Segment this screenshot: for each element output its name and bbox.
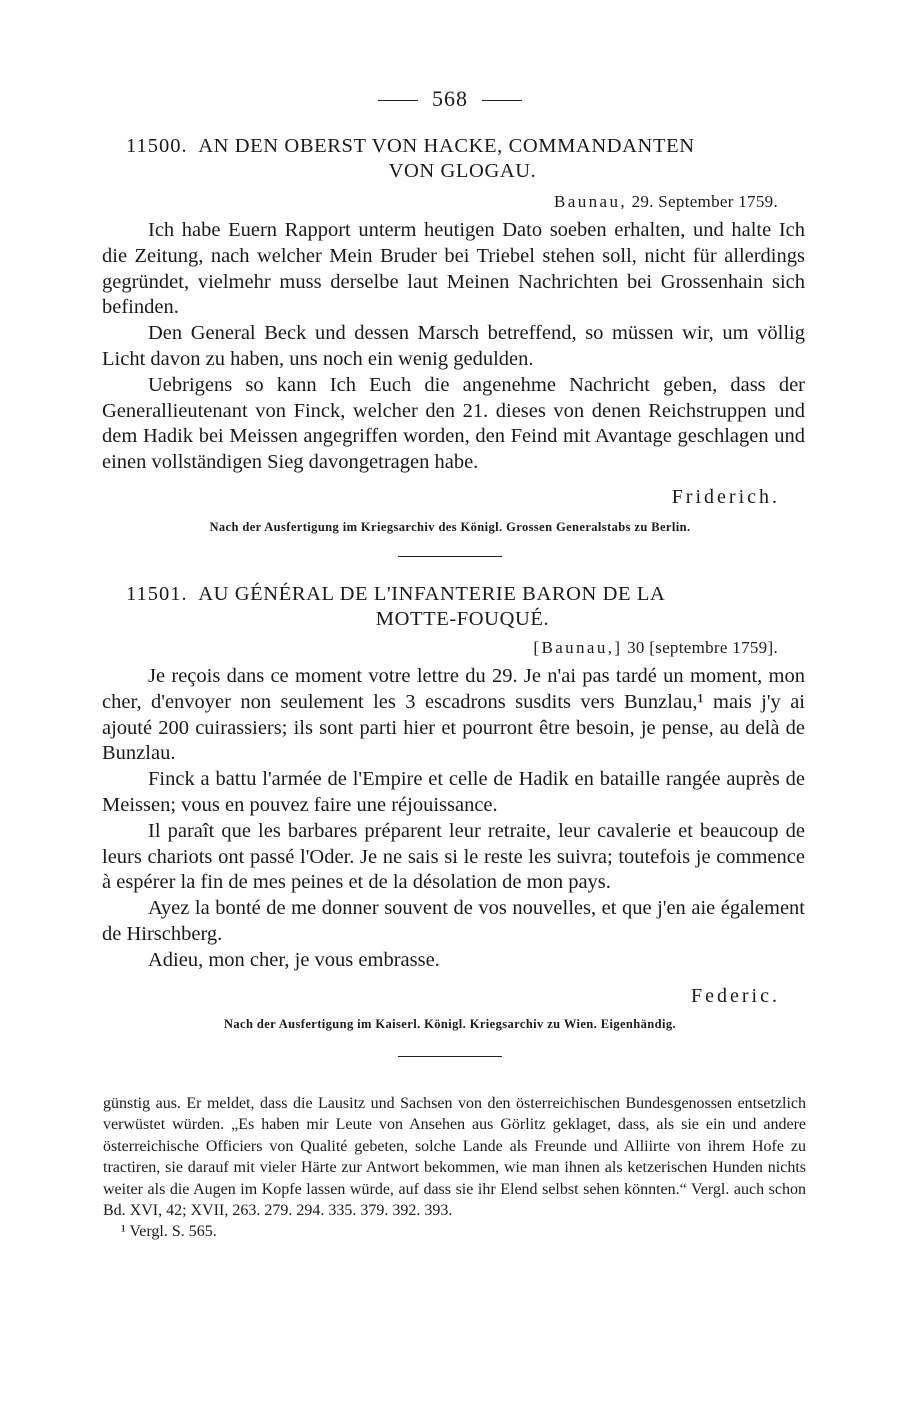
body-paragraph: Uebrigens so kann Ich Euch die angenehme Nachricht geben, dass der Generallieutenant von Finck, welcher den 21. dieses von denen Reichstruppen und dem Hadik bei Meissen angegriffen worden, den Feind mit Avantage geschlagen und einen vollständigen Sieg davongetragen habe.: [102, 373, 805, 474]
letter-number: 11501.: [126, 583, 188, 605]
letter-body-11500: [102, 218, 805, 476]
letter-heading-line1: AN DEN OBERST VON HACKE, COMMANDANTEN: [198, 135, 695, 157]
body-paragraph: Den General Beck und dessen Marsch betreffend, so müssen wir, um völlig Licht davon zu haben, uns noch ein wenig gedulden.: [102, 322, 805, 370]
body-paragraph: Je reçois dans ce moment votre lettre du 29. Je n'ai pas tardé un moment, mon cher, d'envoyer non seulement les 3 escadrons susdits vers Bunzlau,¹ mais j'y ai ajouté 200 cuirassiers; ils sont parti hier et pourront être besoin, je pense, au delà de Bunzlau.: [102, 665, 805, 765]
body-paragraph: Adieu, mon cher, je vous embrasse.: [148, 948, 440, 971]
dateline-date: 29. September 1759.: [631, 192, 778, 211]
footnote-1: ¹ Vergl. S. 565.: [121, 1223, 217, 1241]
letter-heading-11500: [100, 134, 805, 184]
dateline-place: [Baunau,]: [533, 638, 623, 657]
letter-dateline: [533, 638, 778, 658]
page-number-dash-right: [482, 100, 522, 101]
body-paragraph: Ayez la bonté de me donner souvent de vos nouvelles, et que j'en aie également de Hirschberg.: [102, 897, 805, 945]
footnote-continuation: günstig aus. Er meldet, dass die Lausitz und Sachsen von den österreichischen Bundesgenossen entsetzlich verwüstet würden. „Es haben mir Leute von Ansehen aus Görlitz geklaget, dass, als sie ein und andere österreichische Officiers von Qualité gebeten, solche Lande als Freunde und Alliirte von ihrem Hofe zu tractiren, sie darauf mit vieler Härte zur Antwort bekommen, wie man ihnen als ketzerischen Hunden nichts weiter als die Augen im Kopfe lassen würde, auf dass sie ihr Elend selbst sehen könnten.“ Vergl. auch schon Bd. XVI, 42; XVII, 263. 279. 294. 335. 379. 392. 393.: [103, 1095, 806, 1220]
letter-dateline: [554, 192, 778, 212]
dateline-date: 30 [septembre 1759].: [627, 638, 778, 657]
source-note: Nach der Ausfertigung im Kriegsarchiv des Königl. Grossen Generalstabs zu Berlin.: [209, 520, 691, 534]
section-divider: [398, 1056, 502, 1057]
source-note: Nach der Ausfertigung im Kaiserl. Königl. Kriegsarchiv zu Wien. Eigenhändig.: [223, 1017, 677, 1031]
page-number-dash-left: [378, 100, 418, 101]
letter-signature: Federic.: [691, 985, 780, 1007]
letter-number: 11500.: [126, 135, 188, 157]
body-paragraph: Finck a battu l'armée de l'Empire et celle de Hadik en bataille rangée auprès de Meissen; vous en pouvez faire une réjouissance.: [102, 768, 805, 816]
section-divider: [398, 556, 502, 557]
page-number: [0, 86, 900, 112]
letter-heading-11501: [100, 582, 805, 632]
footnotes: [103, 1093, 806, 1243]
letter-body-11501: [102, 664, 805, 974]
letter-heading-line2: VON GLOGAU.: [388, 160, 537, 182]
letter-signature: Friderich.: [671, 486, 780, 508]
letter-heading-line1: AU GÉNÉRAL DE L'INFANTERIE BARON DE LA: [198, 583, 666, 605]
body-paragraph: Ich habe Euern Rapport unterm heutigen Dato soeben erhalten, und halte Ich die Zeitung, nach welcher Mein Bruder bei Triebel stehen soll, nicht für allerdings gegründet, vielmehr muss derselbe laut Meinen Nachrichten bei Grossenhain sich befinden.: [102, 219, 805, 319]
body-paragraph: Il paraît que les barbares préparent leur retraite, leur cavalerie et beaucoup de leurs chariots ont passé l'Oder. Je ne sais si le reste les suivra; toutefois je commence à espérer la fin de mes peines et de la désolation de mon pays.: [102, 819, 805, 894]
page-number-text: 568: [432, 86, 468, 111]
dateline-place: Baunau,: [554, 192, 628, 211]
letter-heading-line2: MOTTE-FOUQUÉ.: [375, 608, 550, 630]
